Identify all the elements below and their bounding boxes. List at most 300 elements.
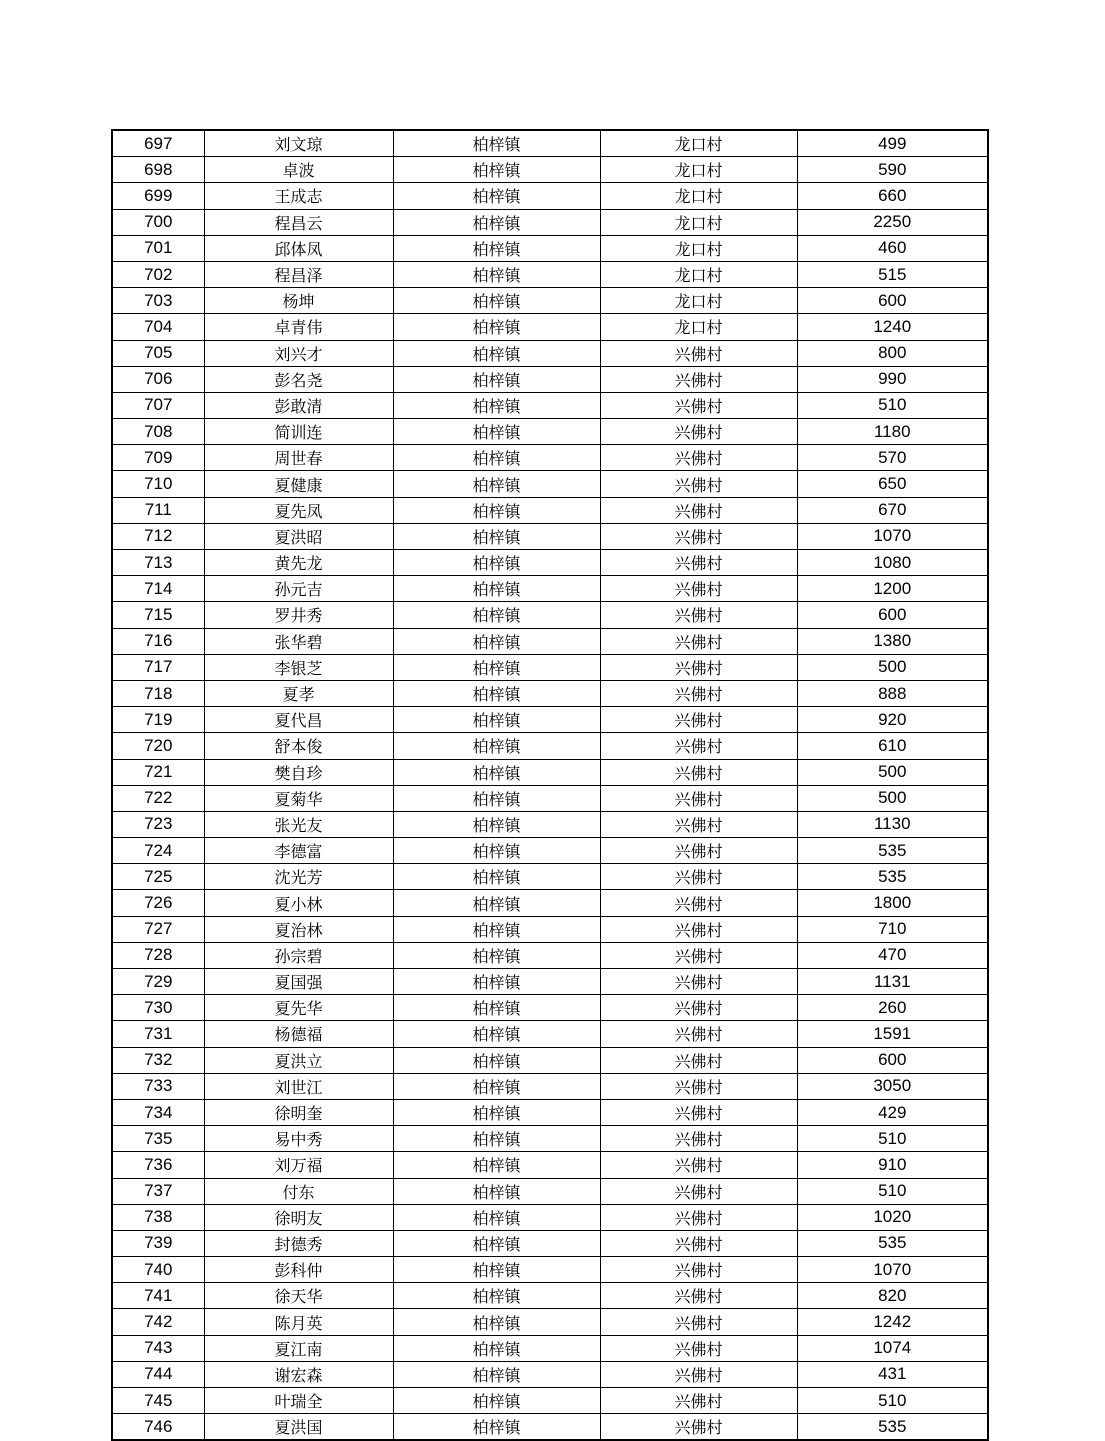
amount-cell: 1242 xyxy=(797,1309,988,1335)
name-cell: 李德富 xyxy=(204,838,393,864)
table-row xyxy=(112,811,988,837)
table-row xyxy=(112,864,988,890)
name-cell: 彭敢清 xyxy=(204,392,393,418)
table-row xyxy=(112,1309,988,1335)
name-cell: 刘兴才 xyxy=(204,340,393,366)
amount-cell: 535 xyxy=(797,864,988,890)
table-row xyxy=(112,602,988,628)
amount-cell: 431 xyxy=(797,1361,988,1387)
town-cell: 柏梓镇 xyxy=(393,1309,600,1335)
row-number-cell: 697 xyxy=(112,130,204,157)
row-number-cell: 708 xyxy=(112,419,204,445)
name-cell: 夏健康 xyxy=(204,471,393,497)
name-cell: 杨德福 xyxy=(204,1021,393,1047)
name-cell: 孙元吉 xyxy=(204,576,393,602)
town-cell: 柏梓镇 xyxy=(393,550,600,576)
name-cell: 舒本俊 xyxy=(204,733,393,759)
name-cell: 张光友 xyxy=(204,811,393,837)
name-cell: 卓波 xyxy=(204,157,393,183)
town-cell: 柏梓镇 xyxy=(393,628,600,654)
row-number-cell: 741 xyxy=(112,1283,204,1309)
village-cell: 兴佛村 xyxy=(600,916,797,942)
town-cell: 柏梓镇 xyxy=(393,838,600,864)
amount-cell: 2250 xyxy=(797,209,988,235)
town-cell: 柏梓镇 xyxy=(393,1257,600,1283)
name-cell: 刘万福 xyxy=(204,1152,393,1178)
town-cell: 柏梓镇 xyxy=(393,209,600,235)
town-cell: 柏梓镇 xyxy=(393,1204,600,1230)
village-cell: 兴佛村 xyxy=(600,602,797,628)
town-cell: 柏梓镇 xyxy=(393,811,600,837)
amount-cell: 460 xyxy=(797,235,988,261)
town-cell: 柏梓镇 xyxy=(393,1283,600,1309)
town-cell: 柏梓镇 xyxy=(393,392,600,418)
table-row xyxy=(112,523,988,549)
table-row xyxy=(112,1099,988,1125)
village-cell: 兴佛村 xyxy=(600,785,797,811)
amount-cell: 429 xyxy=(797,1099,988,1125)
table-row xyxy=(112,550,988,576)
row-number-cell: 698 xyxy=(112,157,204,183)
amount-cell: 535 xyxy=(797,838,988,864)
village-cell: 兴佛村 xyxy=(600,1126,797,1152)
town-cell: 柏梓镇 xyxy=(393,576,600,602)
amount-cell: 1074 xyxy=(797,1335,988,1361)
town-cell: 柏梓镇 xyxy=(393,1361,600,1387)
row-number-cell: 742 xyxy=(112,1309,204,1335)
amount-cell: 1200 xyxy=(797,576,988,602)
table-row xyxy=(112,130,988,157)
name-cell: 刘世江 xyxy=(204,1073,393,1099)
town-cell: 柏梓镇 xyxy=(393,733,600,759)
amount-cell: 1130 xyxy=(797,811,988,837)
village-cell: 兴佛村 xyxy=(600,1335,797,1361)
row-number-cell: 721 xyxy=(112,759,204,785)
village-cell: 兴佛村 xyxy=(600,1309,797,1335)
village-cell: 兴佛村 xyxy=(600,1021,797,1047)
table-row xyxy=(112,576,988,602)
table-row xyxy=(112,1388,988,1414)
name-cell: 陈月英 xyxy=(204,1309,393,1335)
town-cell: 柏梓镇 xyxy=(393,864,600,890)
amount-cell: 510 xyxy=(797,392,988,418)
amount-cell: 1240 xyxy=(797,314,988,340)
row-number-cell: 706 xyxy=(112,366,204,392)
town-cell: 柏梓镇 xyxy=(393,707,600,733)
table-row xyxy=(112,1257,988,1283)
town-cell: 柏梓镇 xyxy=(393,1073,600,1099)
row-number-cell: 746 xyxy=(112,1414,204,1441)
name-cell: 邱体凤 xyxy=(204,235,393,261)
amount-cell: 710 xyxy=(797,916,988,942)
amount-cell: 260 xyxy=(797,995,988,1021)
amount-cell: 1080 xyxy=(797,550,988,576)
village-cell: 兴佛村 xyxy=(600,942,797,968)
row-number-cell: 716 xyxy=(112,628,204,654)
amount-cell: 470 xyxy=(797,942,988,968)
amount-cell: 660 xyxy=(797,183,988,209)
amount-cell: 820 xyxy=(797,1283,988,1309)
name-cell: 沈光芳 xyxy=(204,864,393,890)
row-number-cell: 703 xyxy=(112,288,204,314)
amount-cell: 990 xyxy=(797,366,988,392)
name-cell: 王成志 xyxy=(204,183,393,209)
table-row xyxy=(112,392,988,418)
row-number-cell: 734 xyxy=(112,1099,204,1125)
name-cell: 叶瑞全 xyxy=(204,1388,393,1414)
table-row xyxy=(112,995,988,1021)
amount-cell: 670 xyxy=(797,497,988,523)
table-body xyxy=(112,130,988,1440)
table-row xyxy=(112,942,988,968)
amount-cell: 600 xyxy=(797,288,988,314)
name-cell: 樊自珍 xyxy=(204,759,393,785)
name-cell: 张华碧 xyxy=(204,628,393,654)
village-cell: 兴佛村 xyxy=(600,419,797,445)
row-number-cell: 709 xyxy=(112,445,204,471)
name-cell: 李银芝 xyxy=(204,654,393,680)
village-cell: 兴佛村 xyxy=(600,1283,797,1309)
village-cell: 兴佛村 xyxy=(600,628,797,654)
name-cell: 夏江南 xyxy=(204,1335,393,1361)
town-cell: 柏梓镇 xyxy=(393,366,600,392)
name-cell: 彭名尧 xyxy=(204,366,393,392)
village-cell: 兴佛村 xyxy=(600,1152,797,1178)
amount-cell: 1800 xyxy=(797,890,988,916)
table-row xyxy=(112,419,988,445)
town-cell: 柏梓镇 xyxy=(393,942,600,968)
town-cell: 柏梓镇 xyxy=(393,995,600,1021)
village-cell: 兴佛村 xyxy=(600,654,797,680)
table-row xyxy=(112,1178,988,1204)
village-cell: 兴佛村 xyxy=(600,733,797,759)
town-cell: 柏梓镇 xyxy=(393,235,600,261)
row-number-cell: 727 xyxy=(112,916,204,942)
name-cell: 谢宏森 xyxy=(204,1361,393,1387)
amount-cell: 1070 xyxy=(797,523,988,549)
table-row xyxy=(112,1047,988,1073)
amount-cell: 600 xyxy=(797,602,988,628)
amount-cell: 510 xyxy=(797,1388,988,1414)
name-cell: 程昌泽 xyxy=(204,261,393,287)
name-cell: 徐明奎 xyxy=(204,1099,393,1125)
table-row xyxy=(112,497,988,523)
row-number-cell: 740 xyxy=(112,1257,204,1283)
name-cell: 杨坤 xyxy=(204,288,393,314)
name-cell: 徐天华 xyxy=(204,1283,393,1309)
village-cell: 兴佛村 xyxy=(600,550,797,576)
row-number-cell: 722 xyxy=(112,785,204,811)
village-cell: 兴佛村 xyxy=(600,1204,797,1230)
village-cell: 兴佛村 xyxy=(600,811,797,837)
town-cell: 柏梓镇 xyxy=(393,1178,600,1204)
table-row xyxy=(112,366,988,392)
village-cell: 兴佛村 xyxy=(600,1388,797,1414)
row-number-cell: 733 xyxy=(112,1073,204,1099)
row-number-cell: 707 xyxy=(112,392,204,418)
table-row xyxy=(112,183,988,209)
town-cell: 柏梓镇 xyxy=(393,969,600,995)
town-cell: 柏梓镇 xyxy=(393,288,600,314)
row-number-cell: 745 xyxy=(112,1388,204,1414)
town-cell: 柏梓镇 xyxy=(393,1021,600,1047)
table-row xyxy=(112,1073,988,1099)
table-row xyxy=(112,314,988,340)
table-row xyxy=(112,1230,988,1256)
row-number-cell: 717 xyxy=(112,654,204,680)
row-number-cell: 702 xyxy=(112,261,204,287)
table-row xyxy=(112,890,988,916)
table-row xyxy=(112,1021,988,1047)
name-cell: 夏小林 xyxy=(204,890,393,916)
name-cell: 夏洪昭 xyxy=(204,523,393,549)
village-cell: 兴佛村 xyxy=(600,838,797,864)
row-number-cell: 738 xyxy=(112,1204,204,1230)
amount-cell: 1180 xyxy=(797,419,988,445)
village-cell: 兴佛村 xyxy=(600,1178,797,1204)
village-cell: 兴佛村 xyxy=(600,340,797,366)
town-cell: 柏梓镇 xyxy=(393,785,600,811)
amount-cell: 1131 xyxy=(797,969,988,995)
village-cell: 兴佛村 xyxy=(600,576,797,602)
data-table xyxy=(111,129,989,1441)
row-number-cell: 735 xyxy=(112,1126,204,1152)
row-number-cell: 699 xyxy=(112,183,204,209)
village-cell: 兴佛村 xyxy=(600,969,797,995)
name-cell: 彭科仲 xyxy=(204,1257,393,1283)
name-cell: 夏先凤 xyxy=(204,497,393,523)
table-row xyxy=(112,235,988,261)
town-cell: 柏梓镇 xyxy=(393,1152,600,1178)
village-cell: 兴佛村 xyxy=(600,1073,797,1099)
row-number-cell: 714 xyxy=(112,576,204,602)
village-cell: 兴佛村 xyxy=(600,1230,797,1256)
name-cell: 付东 xyxy=(204,1178,393,1204)
row-number-cell: 715 xyxy=(112,602,204,628)
row-number-cell: 736 xyxy=(112,1152,204,1178)
amount-cell: 535 xyxy=(797,1414,988,1441)
amount-cell: 510 xyxy=(797,1126,988,1152)
town-cell: 柏梓镇 xyxy=(393,314,600,340)
table-row xyxy=(112,759,988,785)
village-cell: 兴佛村 xyxy=(600,1361,797,1387)
town-cell: 柏梓镇 xyxy=(393,419,600,445)
town-cell: 柏梓镇 xyxy=(393,261,600,287)
name-cell: 夏先华 xyxy=(204,995,393,1021)
table-row xyxy=(112,1414,988,1441)
amount-cell: 570 xyxy=(797,445,988,471)
table-row xyxy=(112,1361,988,1387)
table-row xyxy=(112,209,988,235)
amount-cell: 1020 xyxy=(797,1204,988,1230)
village-cell: 兴佛村 xyxy=(600,759,797,785)
name-cell: 夏治林 xyxy=(204,916,393,942)
row-number-cell: 710 xyxy=(112,471,204,497)
amount-cell: 500 xyxy=(797,785,988,811)
amount-cell: 500 xyxy=(797,759,988,785)
name-cell: 简训连 xyxy=(204,419,393,445)
row-number-cell: 730 xyxy=(112,995,204,1021)
amount-cell: 610 xyxy=(797,733,988,759)
table-row xyxy=(112,1126,988,1152)
town-cell: 柏梓镇 xyxy=(393,654,600,680)
town-cell: 柏梓镇 xyxy=(393,1414,600,1441)
town-cell: 柏梓镇 xyxy=(393,340,600,366)
table-row xyxy=(112,916,988,942)
name-cell: 徐明友 xyxy=(204,1204,393,1230)
row-number-cell: 737 xyxy=(112,1178,204,1204)
amount-cell: 800 xyxy=(797,340,988,366)
amount-cell: 888 xyxy=(797,680,988,706)
village-cell: 兴佛村 xyxy=(600,1047,797,1073)
village-cell: 兴佛村 xyxy=(600,523,797,549)
town-cell: 柏梓镇 xyxy=(393,130,600,157)
table-row xyxy=(112,785,988,811)
name-cell: 夏洪国 xyxy=(204,1414,393,1441)
table-row xyxy=(112,680,988,706)
table-row xyxy=(112,1204,988,1230)
table-row xyxy=(112,1335,988,1361)
amount-cell: 600 xyxy=(797,1047,988,1073)
name-cell: 夏菊华 xyxy=(204,785,393,811)
amount-cell: 590 xyxy=(797,157,988,183)
amount-cell: 1070 xyxy=(797,1257,988,1283)
village-cell: 兴佛村 xyxy=(600,366,797,392)
village-cell: 龙口村 xyxy=(600,183,797,209)
amount-cell: 499 xyxy=(797,130,988,157)
table-row xyxy=(112,969,988,995)
row-number-cell: 700 xyxy=(112,209,204,235)
table-row xyxy=(112,1283,988,1309)
name-cell: 易中秀 xyxy=(204,1126,393,1152)
name-cell: 夏国强 xyxy=(204,969,393,995)
table-row xyxy=(112,838,988,864)
village-cell: 兴佛村 xyxy=(600,707,797,733)
table-row xyxy=(112,471,988,497)
table-row xyxy=(112,733,988,759)
town-cell: 柏梓镇 xyxy=(393,497,600,523)
table-row xyxy=(112,157,988,183)
village-cell: 兴佛村 xyxy=(600,864,797,890)
town-cell: 柏梓镇 xyxy=(393,183,600,209)
amount-cell: 1380 xyxy=(797,628,988,654)
name-cell: 周世春 xyxy=(204,445,393,471)
name-cell: 卓青伟 xyxy=(204,314,393,340)
village-cell: 龙口村 xyxy=(600,288,797,314)
village-cell: 兴佛村 xyxy=(600,497,797,523)
table-row xyxy=(112,707,988,733)
table-row xyxy=(112,1152,988,1178)
row-number-cell: 743 xyxy=(112,1335,204,1361)
row-number-cell: 731 xyxy=(112,1021,204,1047)
town-cell: 柏梓镇 xyxy=(393,1388,600,1414)
town-cell: 柏梓镇 xyxy=(393,1335,600,1361)
village-cell: 兴佛村 xyxy=(600,1414,797,1441)
amount-cell: 1591 xyxy=(797,1021,988,1047)
row-number-cell: 723 xyxy=(112,811,204,837)
village-cell: 兴佛村 xyxy=(600,995,797,1021)
amount-cell: 3050 xyxy=(797,1073,988,1099)
town-cell: 柏梓镇 xyxy=(393,759,600,785)
town-cell: 柏梓镇 xyxy=(393,916,600,942)
row-number-cell: 728 xyxy=(112,942,204,968)
town-cell: 柏梓镇 xyxy=(393,890,600,916)
name-cell: 程昌云 xyxy=(204,209,393,235)
row-number-cell: 719 xyxy=(112,707,204,733)
town-cell: 柏梓镇 xyxy=(393,471,600,497)
name-cell: 孙宗碧 xyxy=(204,942,393,968)
table-row xyxy=(112,340,988,366)
town-cell: 柏梓镇 xyxy=(393,523,600,549)
village-cell: 兴佛村 xyxy=(600,392,797,418)
table-row xyxy=(112,628,988,654)
town-cell: 柏梓镇 xyxy=(393,602,600,628)
village-cell: 龙口村 xyxy=(600,261,797,287)
table-row xyxy=(112,288,988,314)
table-row xyxy=(112,261,988,287)
town-cell: 柏梓镇 xyxy=(393,1099,600,1125)
village-cell: 龙口村 xyxy=(600,209,797,235)
amount-cell: 650 xyxy=(797,471,988,497)
amount-cell: 535 xyxy=(797,1230,988,1256)
village-cell: 兴佛村 xyxy=(600,445,797,471)
town-cell: 柏梓镇 xyxy=(393,1047,600,1073)
row-number-cell: 725 xyxy=(112,864,204,890)
village-cell: 龙口村 xyxy=(600,314,797,340)
village-cell: 龙口村 xyxy=(600,157,797,183)
amount-cell: 910 xyxy=(797,1152,988,1178)
village-cell: 兴佛村 xyxy=(600,1257,797,1283)
village-cell: 龙口村 xyxy=(600,130,797,157)
name-cell: 封德秀 xyxy=(204,1230,393,1256)
row-number-cell: 712 xyxy=(112,523,204,549)
row-number-cell: 704 xyxy=(112,314,204,340)
amount-cell: 515 xyxy=(797,261,988,287)
village-cell: 兴佛村 xyxy=(600,680,797,706)
row-number-cell: 705 xyxy=(112,340,204,366)
town-cell: 柏梓镇 xyxy=(393,1126,600,1152)
table-row xyxy=(112,654,988,680)
name-cell: 刘文琼 xyxy=(204,130,393,157)
table-row xyxy=(112,445,988,471)
village-cell: 龙口村 xyxy=(600,235,797,261)
row-number-cell: 732 xyxy=(112,1047,204,1073)
town-cell: 柏梓镇 xyxy=(393,157,600,183)
amount-cell: 920 xyxy=(797,707,988,733)
name-cell: 夏洪立 xyxy=(204,1047,393,1073)
name-cell: 黄先龙 xyxy=(204,550,393,576)
row-number-cell: 701 xyxy=(112,235,204,261)
row-number-cell: 713 xyxy=(112,550,204,576)
row-number-cell: 726 xyxy=(112,890,204,916)
village-cell: 兴佛村 xyxy=(600,1099,797,1125)
row-number-cell: 724 xyxy=(112,838,204,864)
amount-cell: 500 xyxy=(797,654,988,680)
town-cell: 柏梓镇 xyxy=(393,1230,600,1256)
village-cell: 兴佛村 xyxy=(600,471,797,497)
row-number-cell: 744 xyxy=(112,1361,204,1387)
row-number-cell: 739 xyxy=(112,1230,204,1256)
row-number-cell: 729 xyxy=(112,969,204,995)
town-cell: 柏梓镇 xyxy=(393,680,600,706)
name-cell: 夏代昌 xyxy=(204,707,393,733)
row-number-cell: 718 xyxy=(112,680,204,706)
row-number-cell: 720 xyxy=(112,733,204,759)
row-number-cell: 711 xyxy=(112,497,204,523)
amount-cell: 510 xyxy=(797,1178,988,1204)
town-cell: 柏梓镇 xyxy=(393,445,600,471)
name-cell: 罗井秀 xyxy=(204,602,393,628)
